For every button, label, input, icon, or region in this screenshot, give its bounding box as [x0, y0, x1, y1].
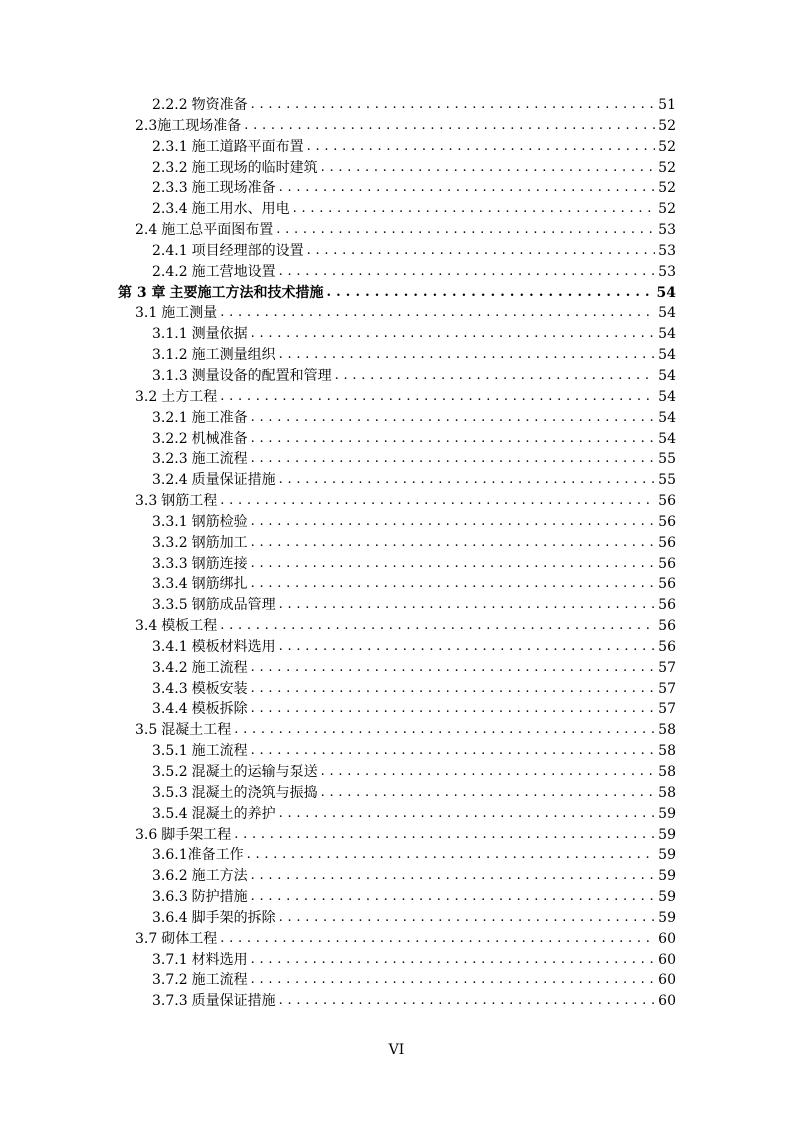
toc-entry-title: 土方工程 — [161, 388, 218, 405]
toc-entry[interactable] — [118, 158, 676, 179]
toc-leader-dots — [234, 720, 655, 741]
toc-entry[interactable] — [118, 574, 676, 595]
toc-entry[interactable] — [118, 324, 676, 345]
toc-leader-dots — [251, 324, 655, 345]
toc-entry-number: 2.2.2 — [152, 97, 188, 113]
toc-entry-page: 54 — [658, 305, 676, 322]
toc-entry-title: 脚手架的拆除 — [191, 909, 276, 926]
toc-entry-title: 材料选用 — [191, 951, 248, 968]
toc-entry-number: 3.4.3 — [152, 680, 188, 697]
toc-entry[interactable] — [118, 804, 676, 825]
toc-entry[interactable] — [118, 533, 676, 554]
toc-entry[interactable] — [118, 387, 676, 408]
toc-leader-dots — [251, 887, 655, 908]
toc-entry-number: 3.4.1 — [152, 638, 188, 655]
toc-leader-dots — [279, 262, 655, 283]
toc-entry-page: 54 — [656, 284, 676, 301]
toc-entry[interactable] — [118, 887, 676, 908]
toc-entry-page: 58 — [658, 764, 676, 780]
toc-entry-title: 施工现场准备 — [157, 117, 242, 134]
toc-leader-dots — [251, 679, 655, 700]
toc-entry-title: 脚手架工程 — [161, 826, 232, 843]
toc-entry-number: 3.3.5 — [152, 597, 188, 614]
toc-entry[interactable] — [118, 554, 676, 575]
toc-entry-page: 52 — [658, 138, 676, 155]
toc-entry-title: 施工现场准备 — [191, 180, 276, 197]
toc-entry-page: 54 — [658, 367, 676, 384]
toc-leader-dots — [276, 220, 655, 241]
toc-entry-page: 59 — [658, 909, 676, 926]
toc-entry[interactable] — [118, 825, 676, 846]
toc-entry-title: 钢筋成品管理 — [191, 597, 276, 614]
toc-entry-number: 3.7 — [135, 930, 158, 947]
toc-entry-title: 模板工程 — [161, 618, 218, 635]
toc-entry-title: 钢筋工程 — [161, 493, 218, 510]
toc-entry-title: 施工道路平面布置 — [191, 138, 304, 155]
toc-leader-dots — [279, 345, 655, 366]
toc-leader-dots — [327, 283, 654, 304]
toc-entry-title: 混凝土工程 — [161, 722, 232, 739]
toc-entry-page: 55 — [658, 451, 676, 468]
toc-entry-page: 60 — [658, 972, 676, 989]
toc-leader-dots — [251, 449, 655, 470]
toc-entry-page: 60 — [658, 951, 676, 968]
toc-entry-number: 3.2.2 — [152, 430, 188, 447]
toc-entry-page: 59 — [658, 805, 676, 822]
toc-entry[interactable] — [118, 366, 676, 387]
toc-leader-dots — [251, 408, 655, 429]
toc-entry-title: 钢筋绑扎 — [191, 576, 248, 593]
toc-entry-title: 钢筋检验 — [191, 513, 248, 530]
toc-leader-dots — [279, 991, 655, 1012]
toc-entry-number: 3.5.2 — [152, 764, 188, 780]
toc-entry[interactable] — [118, 595, 676, 616]
toc-entry[interactable] — [118, 783, 676, 804]
toc-entry-title: 模板安装 — [191, 680, 248, 697]
toc-leader-dots — [247, 845, 655, 866]
toc-entry-title: 机械准备 — [191, 430, 248, 447]
toc-entry-page: 53 — [658, 242, 676, 259]
toc-leader-dots — [220, 387, 655, 408]
toc-entry-title: 施工流程 — [191, 451, 248, 468]
toc-entry-page: 52 — [658, 159, 676, 176]
toc-leader-dots — [279, 470, 655, 491]
toc-entry-number: 3.2.4 — [152, 472, 188, 489]
page-number-footer: VI — [388, 1042, 405, 1058]
toc-entry[interactable] — [118, 116, 676, 137]
toc-leader-dots — [234, 825, 655, 846]
toc-leader-dots — [307, 137, 655, 158]
toc-leader-dots — [279, 595, 655, 616]
toc-leader-dots — [251, 970, 655, 991]
toc-entry-page: 60 — [658, 993, 676, 1010]
toc-leader-dots — [279, 908, 655, 929]
toc-entry-number: 3.2 — [135, 388, 158, 405]
toc-entry-number: 3.6 — [135, 826, 158, 843]
toc-entry[interactable] — [118, 637, 676, 658]
toc-leader-dots — [220, 929, 655, 950]
toc-entry[interactable] — [118, 991, 676, 1012]
toc-entry-number: 2.4.2 — [152, 263, 188, 280]
toc-leader-dots — [279, 804, 655, 825]
toc-entry-page: 51 — [658, 97, 676, 113]
toc-entry-number: 3.7.1 — [152, 951, 188, 968]
toc-entry-title: 施工流程 — [191, 743, 248, 760]
toc-leader-dots — [220, 303, 655, 324]
toc-leader-dots — [251, 95, 655, 116]
toc-entry[interactable] — [118, 741, 676, 762]
toc-entry-number: 3.3.3 — [152, 555, 188, 572]
toc-entry-page: 58 — [658, 722, 676, 739]
toc-leader-dots — [251, 741, 655, 762]
toc-entry-number: 3.2.1 — [152, 409, 188, 426]
toc-entry-title: 钢筋加工 — [191, 534, 248, 551]
toc-entry-title: 防护措施 — [191, 889, 248, 906]
toc-entry-page: 52 — [658, 201, 676, 218]
toc-entry-title: 模板拆除 — [191, 701, 248, 718]
toc-entry-title: 物资准备 — [191, 97, 248, 113]
toc-entry-number: 3.6.2 — [152, 868, 188, 885]
toc-entry[interactable] — [118, 241, 676, 262]
toc-entry-title: 混凝土的运输与泵送 — [191, 764, 318, 780]
toc-entry[interactable] — [118, 845, 676, 866]
toc-entry[interactable] — [118, 199, 676, 220]
toc-entry-title: 施工准备 — [191, 409, 248, 426]
toc-entry-number: 2.3.3 — [152, 180, 188, 197]
toc-entry[interactable] — [118, 449, 676, 470]
toc-leader-dots — [251, 866, 655, 887]
toc-entry-number: 3.6.4 — [152, 909, 188, 926]
toc-entry-number: 3.1 — [135, 305, 158, 322]
toc-entry-number: 3.4 — [135, 618, 158, 635]
toc-entry-number: 2.3.2 — [152, 159, 188, 176]
toc-entry-number: 2.3.4 — [152, 201, 188, 218]
toc-entry-title: 施工流程 — [191, 659, 248, 676]
toc-entry-page: 54 — [658, 326, 676, 343]
toc-entry-number: 3.6.1 — [152, 847, 188, 864]
toc-entry-number: 2.4.1 — [152, 242, 188, 259]
toc-leader-dots — [251, 699, 655, 720]
toc-entry-number: 3.5.1 — [152, 743, 188, 760]
toc-entry-title: 项目经理部的设置 — [191, 242, 304, 259]
toc-entry-page: 54 — [658, 347, 676, 364]
toc-entry-title: 混凝土的浇筑与振捣 — [191, 784, 318, 801]
toc-entry-page: 59 — [658, 889, 676, 906]
toc-leader-dots — [251, 574, 655, 595]
toc-entry[interactable] — [118, 970, 676, 991]
toc-entry[interactable] — [118, 929, 676, 950]
toc-entry-number: 3.3.1 — [152, 513, 188, 530]
toc-entry-number: 3.3.2 — [152, 534, 188, 551]
toc-leader-dots — [251, 533, 655, 554]
toc-entry-title: 模板材料选用 — [191, 638, 276, 655]
toc-entry-number: 3.3 — [135, 493, 158, 510]
toc-leader-dots — [220, 491, 655, 512]
toc-entry[interactable] — [118, 220, 676, 241]
toc-leader-dots — [293, 199, 655, 220]
toc-entry-page: 56 — [658, 638, 676, 655]
toc-entry-title: 施工用水、用电 — [191, 201, 290, 218]
toc-entry[interactable] — [118, 699, 676, 720]
toc-leader-dots — [251, 429, 655, 450]
toc-entry-page: 58 — [658, 784, 676, 801]
toc-entry-title: 质量保证措施 — [191, 472, 276, 489]
toc-entry[interactable] — [118, 616, 676, 637]
toc-leader-dots — [279, 178, 655, 199]
toc-entry[interactable] — [118, 866, 676, 887]
toc-entry-title: 混凝土的养护 — [191, 805, 276, 822]
toc-entry-title: 测量依据 — [191, 326, 248, 343]
toc-entry-number: 3.4.2 — [152, 659, 188, 676]
toc-entry-page: 59 — [658, 868, 676, 885]
toc-entry[interactable] — [118, 345, 676, 366]
toc-entry-page: 56 — [658, 513, 676, 530]
toc-leader-dots — [251, 658, 655, 679]
toc-entry-title: 钢筋连接 — [191, 555, 248, 572]
toc-entry-page: 59 — [658, 847, 676, 864]
toc-entry-page: 54 — [658, 430, 676, 447]
toc-leader-dots — [321, 783, 655, 804]
toc-entry-page: 53 — [658, 222, 676, 239]
toc-entry-title: 测量设备的配置和管理 — [191, 367, 332, 384]
toc-entry-page: 56 — [658, 493, 676, 510]
toc-entry-title: 砌体工程 — [161, 930, 218, 947]
toc-entry[interactable] — [118, 303, 676, 324]
toc-entry[interactable] — [118, 283, 676, 304]
toc-entry-number: 3.7.2 — [152, 972, 188, 989]
toc-entry-page: 54 — [658, 388, 676, 405]
toc-entry[interactable] — [118, 720, 676, 741]
toc-entry-number: 3.1.2 — [152, 347, 188, 364]
toc-entry-page: 53 — [658, 263, 676, 280]
toc-leader-dots — [251, 512, 655, 533]
toc-entry[interactable] — [118, 762, 676, 783]
toc-leader-dots — [251, 950, 655, 971]
toc-entry[interactable] — [118, 470, 676, 491]
toc-entry-number: 2.4 — [135, 222, 158, 239]
toc-entry-page: 57 — [658, 680, 676, 697]
toc-entry-title: 施工方法 — [191, 868, 248, 885]
toc-entry-number: 3.5.4 — [152, 805, 188, 822]
toc-entry-number: 3.6.3 — [152, 889, 188, 906]
toc-leader-dots — [251, 554, 655, 575]
toc-entry[interactable] — [118, 178, 676, 199]
toc-entry-title: 施工测量 — [161, 305, 218, 322]
toc-entry[interactable] — [118, 408, 676, 429]
toc-entry-page: 60 — [658, 930, 676, 947]
toc-entry-page: 58 — [658, 743, 676, 760]
toc-entry-page: 56 — [658, 597, 676, 614]
toc-entry-page: 56 — [658, 534, 676, 551]
toc-entry-page: 57 — [658, 659, 676, 676]
toc-entry-number: 2.3.1 — [152, 138, 188, 155]
toc-entry[interactable] — [118, 491, 676, 512]
toc-leader-dots — [279, 637, 655, 658]
toc-entry-title: 施工流程 — [191, 972, 248, 989]
toc-entry-number: 第 3 章 — [118, 284, 166, 301]
toc-entry-title: 质量保证措施 — [191, 993, 276, 1010]
toc-entry-page: 57 — [658, 701, 676, 718]
toc-entry-title: 施工总平面图布置 — [161, 222, 274, 239]
toc-entry-number: 3.4.4 — [152, 701, 188, 718]
toc-entry-title: 施工测量组织 — [191, 347, 276, 364]
toc-entry-title: 施工营地设置 — [191, 263, 276, 280]
toc-leader-dots — [321, 158, 655, 179]
toc-entry[interactable] — [118, 658, 676, 679]
toc-entry[interactable] — [118, 512, 676, 533]
toc-entry[interactable] — [118, 137, 676, 158]
toc-entry-page: 52 — [658, 117, 676, 134]
toc-entry-number: 3.7.3 — [152, 993, 188, 1010]
toc-entry-number: 3.1.1 — [152, 326, 188, 343]
toc-leader-dots — [307, 241, 655, 262]
toc-entry-number: 3.3.4 — [152, 576, 188, 593]
toc-leader-dots — [321, 762, 655, 783]
toc-entry-page: 56 — [658, 555, 676, 572]
toc-entry[interactable] — [118, 908, 676, 929]
toc-entry-number: 3.1.3 — [152, 367, 188, 384]
toc-entry-page: 59 — [658, 826, 676, 843]
toc-entry[interactable] — [118, 679, 676, 700]
toc-entry-page: 55 — [658, 472, 676, 489]
toc-entry-title: 主要施工方法和技术措施 — [169, 284, 324, 301]
toc-entry-page: 56 — [658, 618, 676, 635]
toc-entry-page: 52 — [658, 180, 676, 197]
toc-entry[interactable] — [118, 429, 676, 450]
toc-entry-number: 3.2.3 — [152, 451, 188, 468]
toc-entry[interactable] — [118, 95, 676, 116]
toc-leader-dots — [244, 116, 655, 137]
toc-entry-page: 56 — [658, 576, 676, 593]
toc-entry-number: 3.5 — [135, 722, 158, 739]
toc-entry-number: 3.5.3 — [152, 784, 188, 801]
toc-entry[interactable] — [118, 262, 676, 283]
toc-entry-title: 准备工作 — [187, 847, 244, 864]
toc-leader-dots — [335, 366, 655, 387]
toc-leader-dots — [220, 616, 655, 637]
toc-entry-number: 2.3 — [135, 117, 158, 134]
table-of-contents — [118, 95, 676, 1012]
toc-entry[interactable] — [118, 950, 676, 971]
toc-entry-page: 54 — [658, 409, 676, 426]
toc-entry-title: 施工现场的临时建筑 — [191, 159, 318, 176]
